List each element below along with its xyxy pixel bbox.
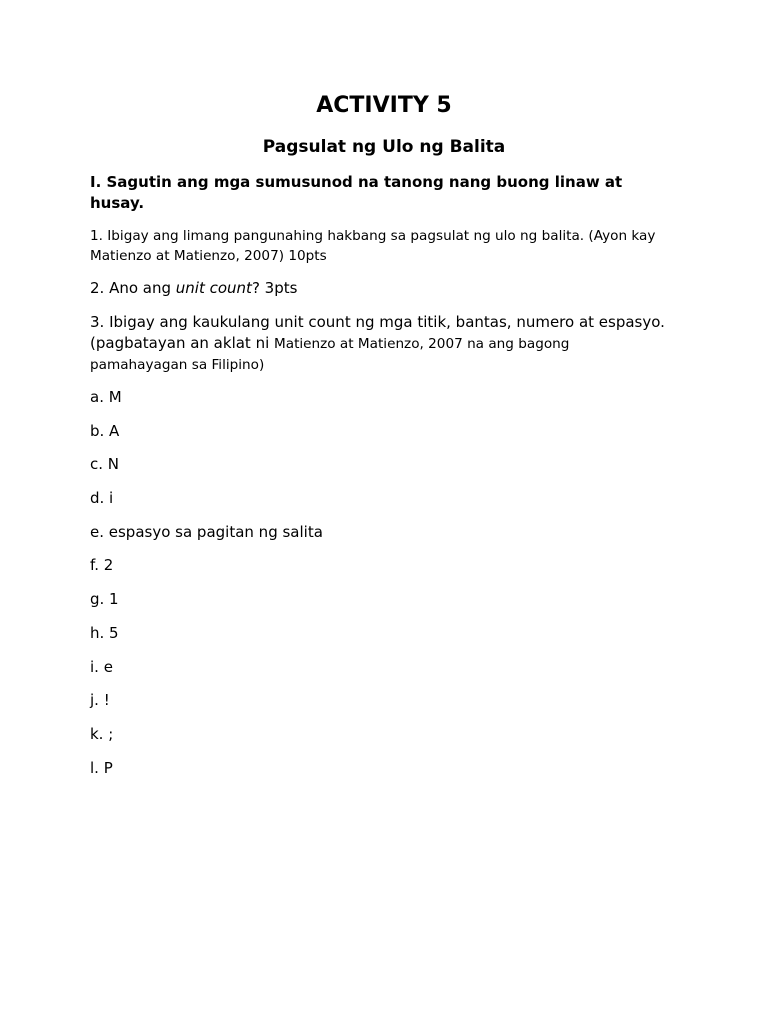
question-3-line-2-start: (pagbatayan an aklat ni [90,334,275,352]
question-2-prefix: 2. Ano ang [90,279,176,297]
page-title: ACTIVITY 5 [316,93,452,118]
choice-list [90,387,323,791]
list-item: j. ! [90,691,110,710]
instruction-line-1: I. Sagutin ang mga sumusunod na tanong nang buong linaw at [90,173,623,191]
question-2-italic-term: unit count [175,279,252,297]
question-1 [90,226,690,266]
question-3-line-3: pamahayagan sa Filipino) [90,357,265,373]
question-1-line-2: Matienzo at Matienzo, 2007) 10pts [90,248,327,264]
question-2-suffix: ? 3pts [251,279,298,297]
list-item: c. N [90,455,120,474]
list-item: a. M [90,388,122,406]
question-3-line-1: 3. Ibigay ang kaukulang unit count ng mga titik, bantas, numero at espasyo. [90,313,665,331]
question-2 [90,278,690,299]
list-item: e. espasyo sa pagitan ng salita [90,522,323,541]
list-item: l. P [90,758,113,777]
list-item: h. 5 [90,623,119,642]
list-item: b. A [90,421,120,440]
list-item: f. 2 [90,556,114,575]
question-3-line-2-rest: Matienzo at Matienzo, 2007 na ang bagong [274,336,570,352]
list-item: i. e [90,657,113,676]
instruction [90,172,680,214]
list-item: k. ; [90,724,114,743]
page-subtitle: Pagsulat ng Ulo ng Balita [262,137,506,157]
question-1-line-1: 1. Ibigay ang limang pangunahing hakbang sa pagsulat ng ulo ng balita. (Ayon kay [90,228,656,244]
question-3 [90,312,690,375]
list-item: d. i [90,489,114,508]
instruction-line-2: husay. [90,194,145,212]
list-item: g. 1 [90,590,119,609]
